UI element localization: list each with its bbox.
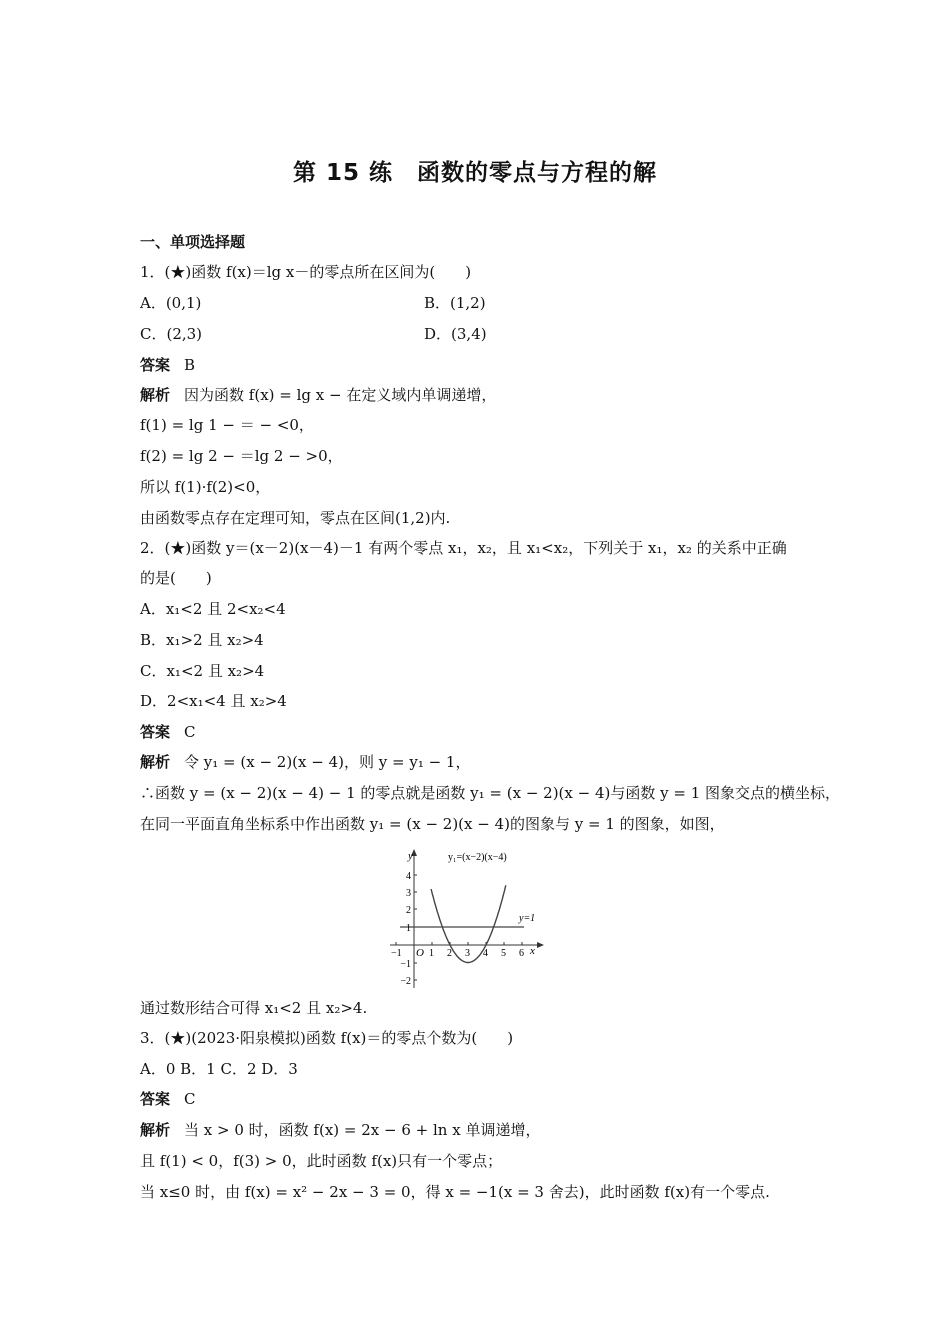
analysis-label: 解析	[140, 753, 171, 771]
x-axis-arrow	[537, 942, 544, 948]
q1-stem: 1．(★)函数 f(x)＝lg x－的零点所在区间为( )	[140, 263, 472, 281]
x-tick-label: 1	[429, 948, 434, 959]
y-tick-label: 4	[406, 871, 411, 882]
y-tick-label: 2	[406, 905, 411, 916]
answer-label: 答案	[140, 1090, 171, 1108]
x-tick-label: 3	[465, 948, 470, 959]
y-tick-labels	[400, 871, 411, 987]
q1-analysis-line	[140, 385, 496, 405]
q3-analysis-line	[140, 1120, 540, 1140]
q1-option-b: B．(1,2)	[424, 294, 486, 312]
q2-stem: 2．(★)函数 y＝(x－2)(x－4)－1 有两个零点 x₁，x₂，且 x₁<x₂，下列关于 x₁，x₂ 的关系中正确	[140, 539, 787, 557]
q2-option-d: D．2<x₁<4 且 x₂>4	[140, 692, 287, 710]
q3-analysis-line: 当 x≤0 时，由 f(x) = x² − 2x − 3 = 0，得 x = −1(x = 3 舍去)，此时函数 f(x)有一个零点.	[140, 1183, 770, 1201]
parabola-figure	[388, 846, 548, 992]
q1-analysis-line: f(2) = lg 2 − ＝lg 2 − >0，	[140, 447, 343, 465]
q1-analysis-line: f(1) = lg 1 − ＝ − <0，	[140, 416, 314, 434]
q2-option-c: C．x₁<2 且 x₂>4	[140, 662, 265, 680]
axis-y-label: y	[408, 850, 413, 862]
section-heading: 一、单项选择题	[140, 233, 246, 251]
answer-label: 答案	[140, 356, 171, 374]
y-tick-label: −1	[400, 959, 411, 970]
x-tick-label: 4	[483, 948, 488, 959]
q1-answer	[140, 355, 195, 375]
q2-option-a: A．x₁<2 且 2<x₂<4	[140, 600, 286, 618]
q1-analysis-line: 所以 f(1)·f(2)<0，	[140, 478, 271, 496]
q3-answer	[140, 1089, 196, 1109]
x-tick-label: 2	[447, 948, 452, 959]
analysis-label: 解析	[140, 1121, 171, 1139]
q3-analysis-line: 且 f(1) < 0，f(3) > 0，此时函数 f(x)只有一个零点；	[140, 1152, 503, 1170]
answer-label: 答案	[140, 723, 171, 741]
origin-label: O	[416, 947, 424, 959]
answer-value: C	[184, 723, 196, 741]
analysis-text: 因为函数 f(x) = lg x − 在定义域内单调递增，	[184, 386, 497, 404]
q1-analysis-line: 由函数零点存在定理可知，零点在区间(1,2)内.	[140, 509, 451, 527]
q2-analysis-line: 在同一平面直角坐标系中作出函数 y₁ = (x − 2)(x − 4)的图象与 y = 1 的图象，如图，	[140, 815, 725, 833]
q2-stem-cont: 的是( )	[140, 569, 212, 587]
axis-x-label: x	[530, 945, 535, 957]
q2-analysis-line	[140, 752, 470, 772]
y-tick-label: 3	[406, 888, 411, 899]
q2-analysis-line: ∴函数 y = (x − 2)(x − 4) − 1 的零点就是函数 y₁ = (x − 2)(x − 4)与函数 y = 1 图象交点的横坐标，	[140, 784, 841, 802]
x-tick-label: 6	[519, 948, 524, 959]
answer-value: B	[184, 356, 196, 374]
q3-options: A．0 B．1 C．2 D．3	[140, 1060, 298, 1078]
x-tick-label: −1	[391, 948, 402, 959]
line-label: y=1	[519, 913, 536, 924]
q1-option-d: D．(3,4)	[424, 325, 487, 343]
analysis-label: 解析	[140, 386, 171, 404]
q2-option-b: B．x₁>2 且 x₂>4	[140, 631, 264, 649]
page-title: 第 15 练 函数的零点与方程的解	[292, 160, 658, 186]
y-tick-label: 1	[406, 923, 411, 934]
q2-answer	[140, 722, 196, 742]
curve-label: y₁=(x−2)(x−4)	[448, 852, 507, 863]
q2-conclusion: 通过数形结合可得 x₁<2 且 x₂>4.	[140, 999, 368, 1017]
y-tick-label: −2	[400, 976, 411, 987]
q3-stem: 3．(★)(2023·阳泉模拟)函数 f(x)＝的零点个数为( )	[140, 1029, 514, 1047]
x-tick-label: 5	[501, 948, 506, 959]
answer-value: C	[184, 1090, 196, 1108]
analysis-text: 令 y₁ = (x − 2)(x − 4)，则 y = y₁ − 1，	[184, 753, 471, 771]
q1-option-c: C．(2,3)	[140, 325, 203, 343]
analysis-text: 当 x > 0 时，函数 f(x) = 2x − 6 + ln x 单调递增，	[184, 1121, 541, 1139]
q1-option-a: A．(0,1)	[140, 294, 202, 312]
